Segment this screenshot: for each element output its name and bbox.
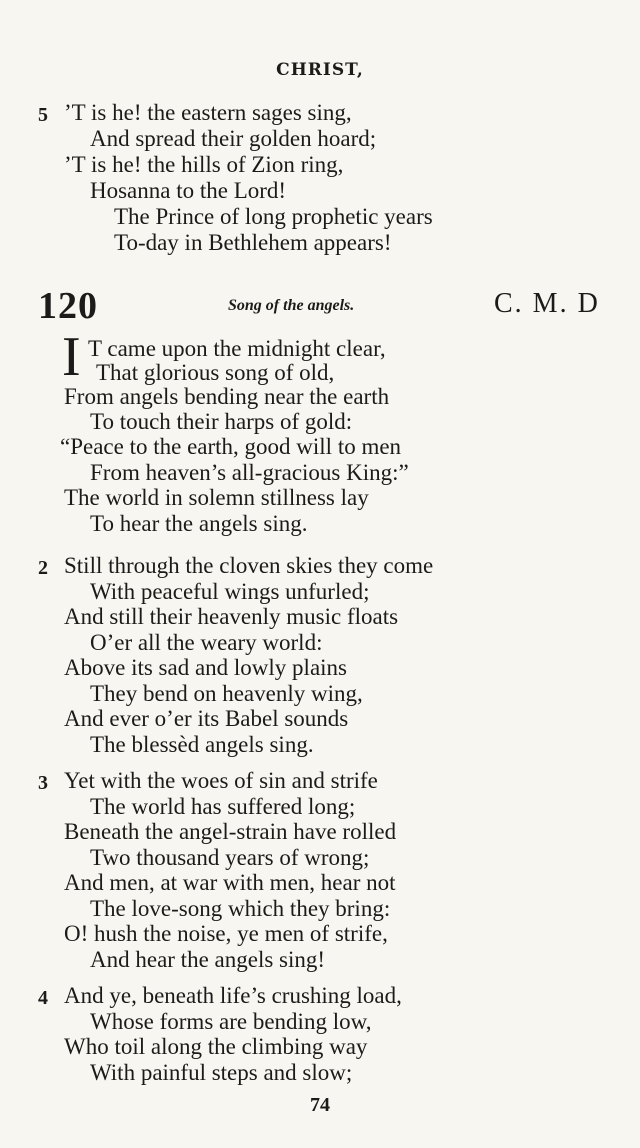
- verse-line: O’er all the weary world:: [90, 630, 323, 655]
- verse-line: Still through the cloven skies they come: [64, 553, 434, 578]
- verse-line: Who toil along the climbing way: [64, 1034, 368, 1059]
- verse-line: With peaceful wings unfurled;: [90, 579, 370, 604]
- verse-line: Yet with the woes of sin and strife: [64, 768, 378, 793]
- verse-line: The world in solemn stillness lay: [64, 485, 369, 510]
- stanza-number: 2: [38, 557, 48, 579]
- verse-line: And ye, beneath life’s crushing load,: [64, 983, 402, 1008]
- verse-line: From angels bending near the earth: [64, 384, 390, 409]
- verse-line: Above its sad and lowly plains: [64, 655, 347, 680]
- verse-line: And hear the angels sing!: [90, 947, 326, 972]
- verse-line: They bend on heavenly wing,: [90, 681, 363, 706]
- stanza-number: 4: [38, 987, 48, 1009]
- verse-line: To-day in Bethlehem appears!: [114, 230, 392, 255]
- verse-line: ’T is he! the hills of Zion ring,: [64, 152, 344, 177]
- verse-line: The Prince of long prophetic years: [114, 204, 433, 229]
- verse-line: That glorious song of old,: [96, 360, 335, 385]
- verse-line: Whose forms are bending low,: [90, 1009, 372, 1034]
- page-number: 74: [310, 1094, 330, 1116]
- verse-line: T came upon the midnight clear,: [88, 336, 386, 361]
- verse-line: To touch their harps of gold:: [90, 409, 353, 434]
- verse-line: And spread their golden hoard;: [90, 126, 377, 151]
- verse-line: “Peace to the earth, good will to men: [60, 434, 402, 459]
- verse-line: The world has suffered long;: [90, 794, 356, 819]
- verse-line: ’T is he! the eastern sages sing,: [64, 100, 352, 125]
- verse-line: And men, at war with men, hear not: [64, 870, 396, 895]
- drop-cap: I: [62, 326, 81, 388]
- verse-line: Beneath the angel-strain have rolled: [64, 819, 397, 844]
- verse-line: To hear the angels sing.: [90, 511, 308, 536]
- verse-line: From heaven’s all-gracious King:”: [90, 460, 409, 485]
- hymn-number: 120: [38, 285, 98, 327]
- running-head: CHRIST,: [276, 60, 364, 80]
- hymn-title: Song of the angels.: [228, 297, 355, 314]
- stanza-number: 3: [38, 772, 48, 794]
- stanza-number: 5: [38, 104, 48, 126]
- verse-line: O! hush the noise, ye men of strife,: [64, 921, 388, 946]
- verse-line: The blessèd angels sing.: [90, 732, 314, 757]
- verse-line: Hosanna to the Lord!: [90, 178, 287, 203]
- hymn-meter: C. M. D: [494, 288, 600, 319]
- verse-line: And still their heavenly music floats: [64, 604, 399, 629]
- verse-line: The love-song which they bring:: [90, 896, 391, 921]
- verse-line: Two thousand years of wrong;: [90, 845, 370, 870]
- verse-line: And ever o’er its Babel sounds: [64, 706, 349, 731]
- verse-line: With painful steps and slow;: [90, 1060, 353, 1085]
